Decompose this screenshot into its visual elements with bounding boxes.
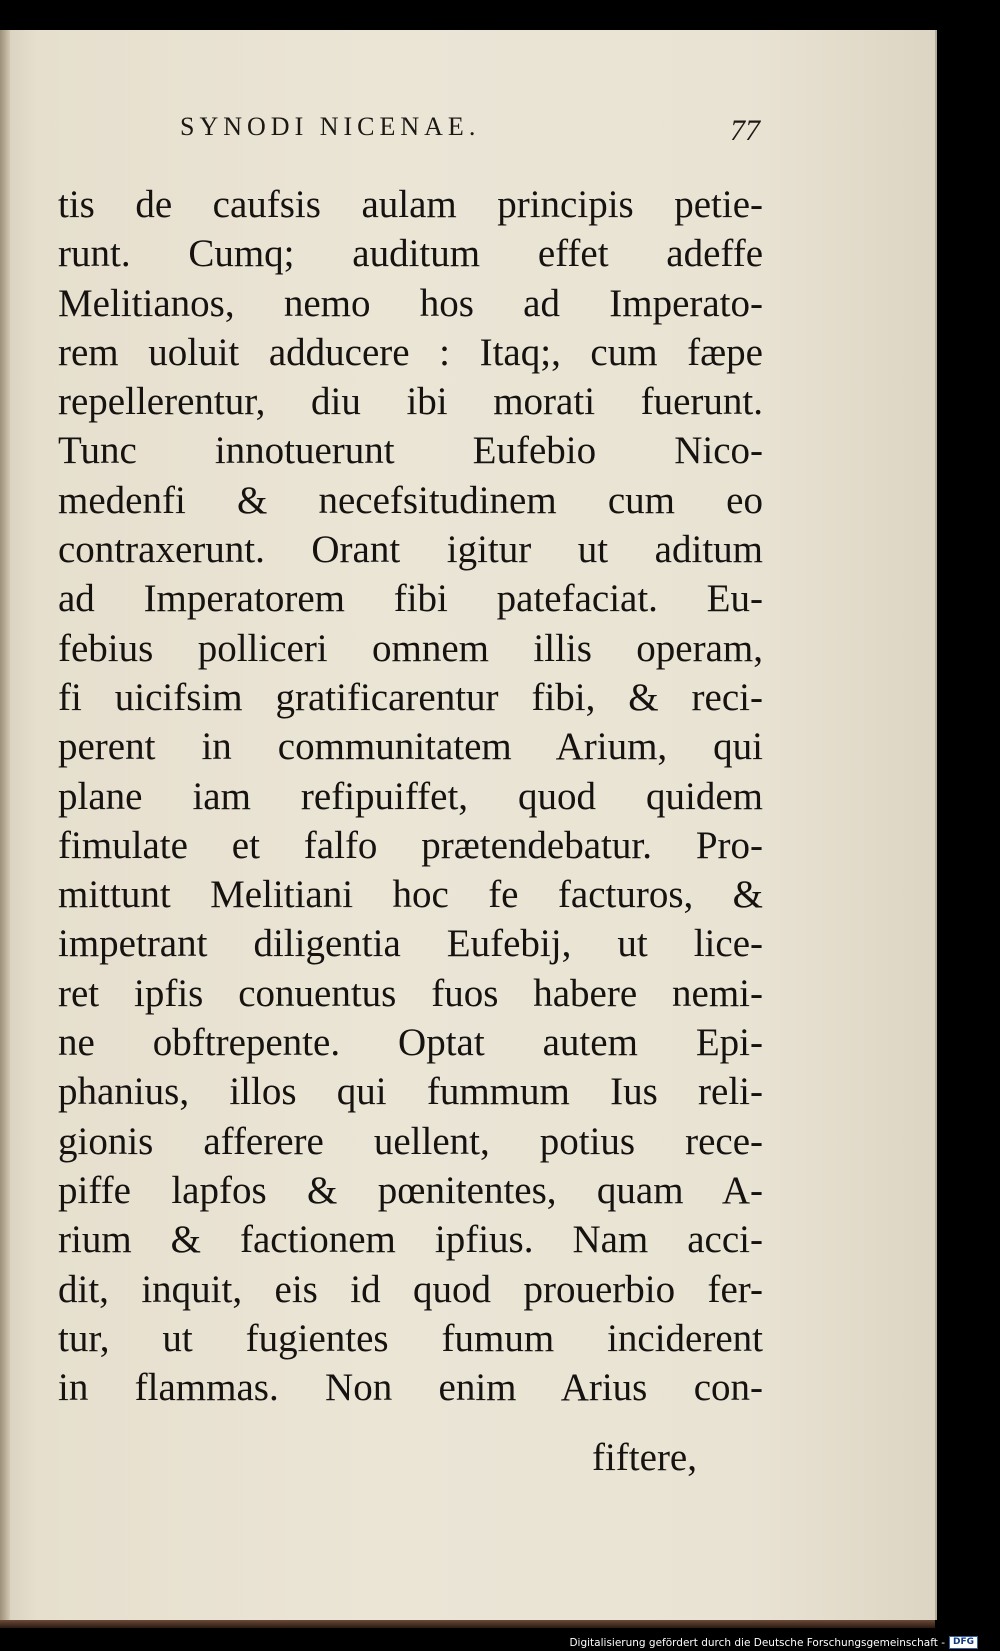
text-line: contraxerunt. Orant igitur ut aditum [58,528,763,572]
running-head-title: SYNODI NICENAE. [180,112,481,141]
text-line: tis de caufsis aulam principis petie- [58,183,763,226]
text-line: ret ipfis conuentus fuos habere nemi- [58,971,763,1015]
text-line: piffe lapfos & pœnitentes, quam A- [58,1168,763,1212]
text-line: plane iam refipuiffet, quod quidem [58,774,763,818]
text-line: fi uicifsim gratificarentur fibi, & reci- [58,675,763,719]
text-line: dit, inquit, eis id quod prouerbio fer- [58,1267,763,1311]
text-line: rem uoluit adducere : Itaq;, cum fæpe [58,330,763,374]
text-line: gionis afferere uellent, potius rece- [58,1119,763,1163]
text-line: fimulate et falfo prætendebatur. Pro- [58,823,763,867]
digitization-credit-text: Digitalisierung gefördert durch die Deutsche Forschungsgemeinschaft - [569,1636,945,1649]
book-page [0,30,937,1620]
page-bottom-edge [0,1620,935,1628]
text-line: mittunt Melitiani hoc fe facturos, & [58,873,763,917]
text-line: Tunc innotuerunt Eufebio Nico- [58,429,763,473]
catchword: fiftere, [591,1436,697,1479]
body-text [58,180,763,1412]
page-number: 77 [730,114,760,147]
text-line: runt. Cumq; auditum effet adeffe [58,232,763,276]
text-line: impetrant diligentia Eufebij, ut lice- [58,922,763,966]
text-line: in flammas. Non enim Arius con- [58,1366,763,1410]
text-line: repellerentur, diu ibi morati fuerunt. [58,380,763,424]
text-line: medenfi & necefsitudinem cum eo [58,478,763,522]
text-line: perent in communitatem Arium, qui [58,725,763,769]
text-line: ad Imperatorem fibi patefaciat. Eu- [58,577,763,621]
text-line: rium & factionem ipfius. Nam acci- [58,1218,763,1262]
text-line: Melitianos, nemo hos ad Imperato- [58,281,763,325]
dfg-logo[interactable]: DFG [949,1636,978,1649]
text-line: ne obftrepente. Optat autem Epi- [58,1021,763,1065]
page-gutter-shadow [0,30,10,1620]
running-head [180,108,760,148]
digitization-credit [569,1636,978,1649]
text-line: tur, ut fugientes fumum inciderent [58,1316,763,1360]
text-line: phanius, illos qui fummum Ius reli- [58,1070,763,1114]
text-line: febius polliceri omnem illis operam, [58,626,763,670]
